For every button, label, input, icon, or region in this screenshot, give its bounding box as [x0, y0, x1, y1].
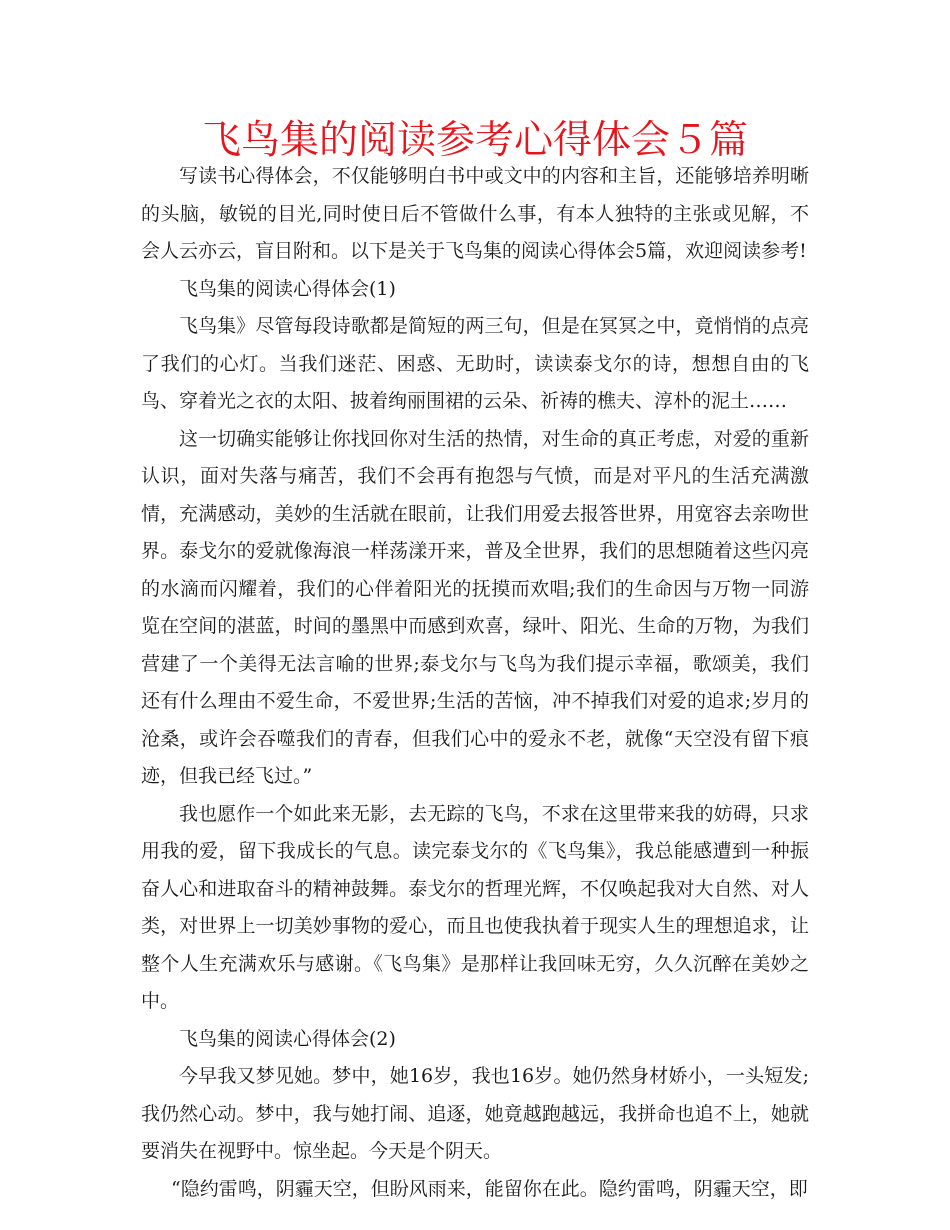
intro-paragraph: 写读书心得体会，不仅能够明白书中或文中的内容和主旨，还能够培养明晰的头脑，敏锐的目光,同时使日后不管做什么事，有本人独特的主张或见解，不会人云亦云，盲目附和。以下是关于飞鸟集的阅读心得体会5篇，欢迎阅读参考! [141, 165, 809, 262]
body-paragraph: “隐约雷鸣，阴霾天空，但盼风雨来，能留你在此。隐约雷鸣，阴霾天空，即 [171, 1177, 808, 1200]
body-paragraph: 今早我又梦见她。梦中，她16岁，我也16岁。她仍然身材娇小，一头短发;我仍然心动。梦中，我与她打闹、追逐，她竟越跑越远，我拼命也追不上，她就要消失在视野中。惊坐起。今天是个阴天。 [141, 1065, 809, 1162]
document-body [141, 158, 809, 1208]
body-paragraph: 我也愿作一个如此来无影，去无踪的飞鸟，不求在这里带来我的妨碍，只求用我的爱，留下我成长的气息。读完泰戈尔的《飞鸟集》，我总能感遭到一种振奋人心和进取奋斗的精神鼓舞。泰戈尔的哲理光辉，不仅唤起我对大自然、对人类，对世界上一切美妙事物的爱心，而且也使我执着于现实人生的理想追求，让整个人生充满欢乐与感谢。《飞鸟集》是那样让我回味无穷，久久沉醉在美妙之中。 [141, 802, 809, 1012]
document-title: 飞鸟集的阅读参考心得体会５篇 [201, 118, 748, 163]
body-paragraph: 飞鸟集》尽管每段诗歌都是简短的两三句，但是在冥冥之中，竟悄悄的点亮了我们的心灯。当我们迷茫、困惑、无助时，读读泰戈尔的诗，想想自由的飞鸟、穿着光之衣的太阳、披着绚丽围裙的云朵、祈祷的樵夫、淳朴的泥土…… [141, 315, 809, 412]
section-heading-1: 飞鸟集的阅读心得体会(1) [179, 277, 396, 300]
section-heading-2: 飞鸟集的阅读心得体会(2) [179, 1027, 396, 1050]
body-paragraph: 这一切确实能够让你找回你对生活的热情，对生命的真正考虑，对爱的重新认识，面对失落与痛苦，我们不会再有抱怨与气愤，而是对平凡的生活充满激情，充满感动，美妙的生活就在眼前，让我们用爱去报答世界，用宽容去亲吻世界。泰戈尔的爱就像海浪一样荡漾开来，普及全世界，我们的思想随着这些闪亮的水滴而闪耀着，我们的心伴着阳光的抚摸而欢唱;我们的生命因与万物一同游览在空间的湛蓝，时间的墨黑中而感到欢喜，绿叶、阳光、生命的万物，为我们营建了一个美得无法言喻的世界;泰戈尔与飞鸟为我们提示幸福，歌颂美，我们还有什么理由不爱生命，不爱世界;生活的苦恼，冲不掉我们对爱的追求;岁月的沧桑，或许会吞噬我们的青春，但我们心中的爱永不老，就像“天空没有留下痕迹，但我已经飞过。” [141, 427, 809, 787]
